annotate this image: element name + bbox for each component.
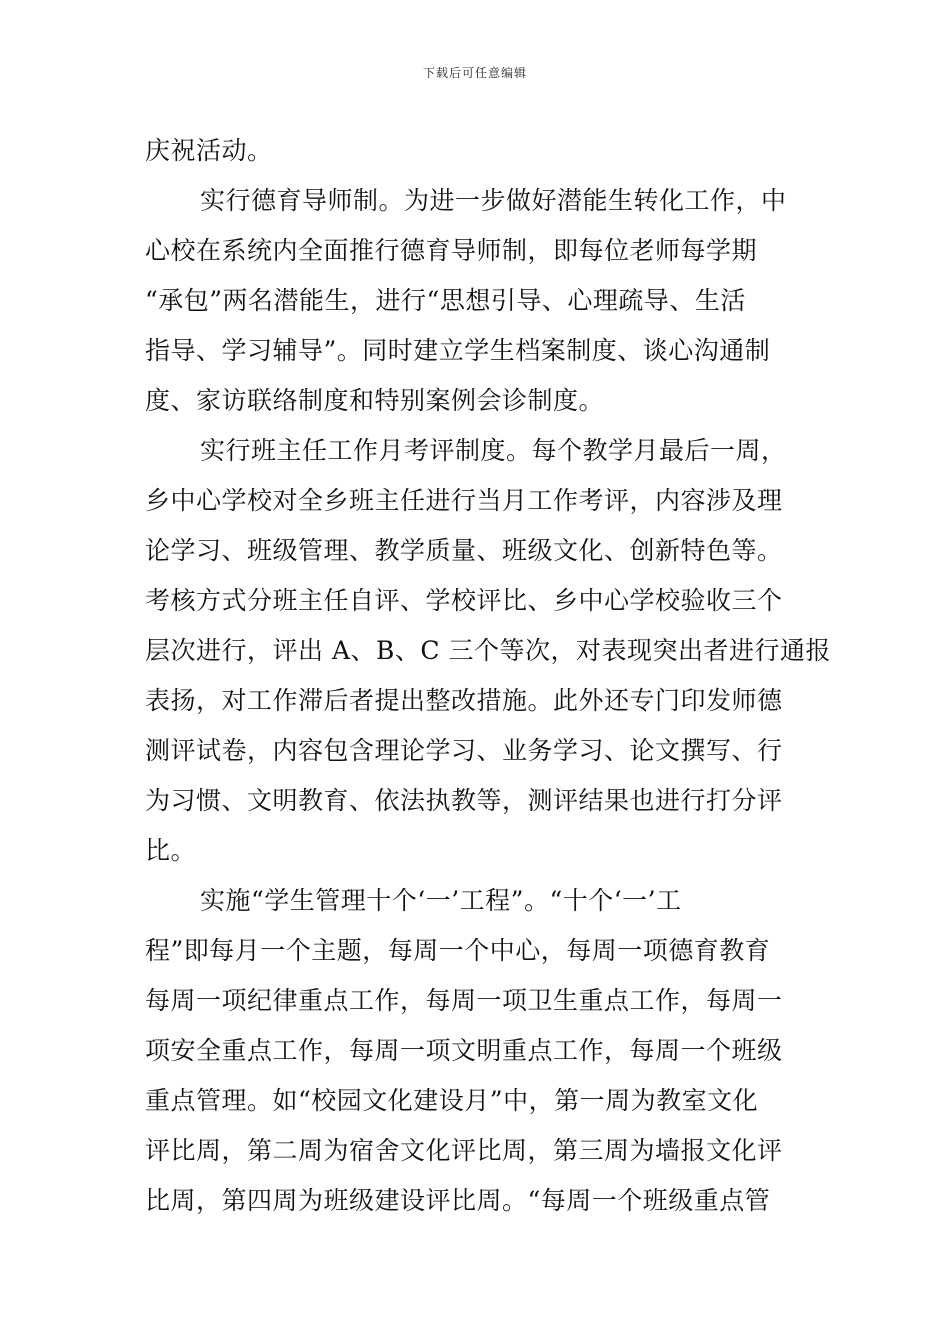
text-line: 心校在系统内全面推行德育导师制，即每位老师每学期	[145, 236, 758, 265]
text-line: 评比周，第二周为宿舍文化评比周，第三周为墙报文化评	[145, 1136, 783, 1165]
text-line: 指导、学习辅导”。同时建立学生档案制度、谈心沟通制	[145, 336, 771, 365]
text-line: 表扬，对工作滞后者提出整改措施。此外还专门印发师德	[145, 686, 783, 715]
text-line: 度、家访联络制度和特别案例会诊制度。	[145, 386, 605, 415]
text-line: 实行德育导师制。为进一步做好潜能生转化工作，中	[200, 186, 787, 215]
text-line: 论学习、班级管理、教学质量、班级文化、创新特色等。	[145, 536, 783, 565]
page-header: 下载后可任意编辑	[422, 66, 527, 80]
text-line: 比。	[145, 836, 197, 865]
text-line: 重点管理。如“校园文化建设月”中，第一周为教室文化	[145, 1086, 759, 1115]
text-line: 测评试卷，内容包含理论学习、业务学习、论文撰写、行	[145, 736, 783, 765]
text-line: 庆祝活动。	[145, 136, 273, 165]
text-line: 考核方式分班主任自评、学校评比、乡中心学校验收三个	[145, 586, 783, 615]
text-line: “承包”两名潜能生，进行“思想引导、心理疏导、生活	[145, 286, 746, 315]
text-line: 实施“学生管理十个‘一’工程”。“十个‘一’工	[200, 886, 682, 915]
text-line: 每周一项纪律重点工作，每周一项卫生重点工作，每周一	[145, 986, 783, 1015]
text-line: 项安全重点工作，每周一项文明重点工作，每周一个班级	[145, 1036, 783, 1065]
text-line: 比周，第四周为班级建设评比周。“每周一个班级重点管	[145, 1186, 771, 1215]
text-line: 实行班主任工作月考评制度。每个教学月最后一周，	[200, 436, 787, 465]
text-line: 程”即每月一个主题，每周一个中心，每周一项德育教育	[145, 936, 771, 965]
text-line: 乡中心学校对全乡班主任进行当月工作考评，内容涉及理	[145, 486, 783, 515]
text-line: 层次进行，评出 A、B、C 三个等次，对表现突出者进行通报	[145, 636, 831, 665]
document-body	[145, 126, 831, 1226]
text-line: 为习惯、文明教育、依法执教等，测评结果也进行打分评	[145, 786, 783, 815]
